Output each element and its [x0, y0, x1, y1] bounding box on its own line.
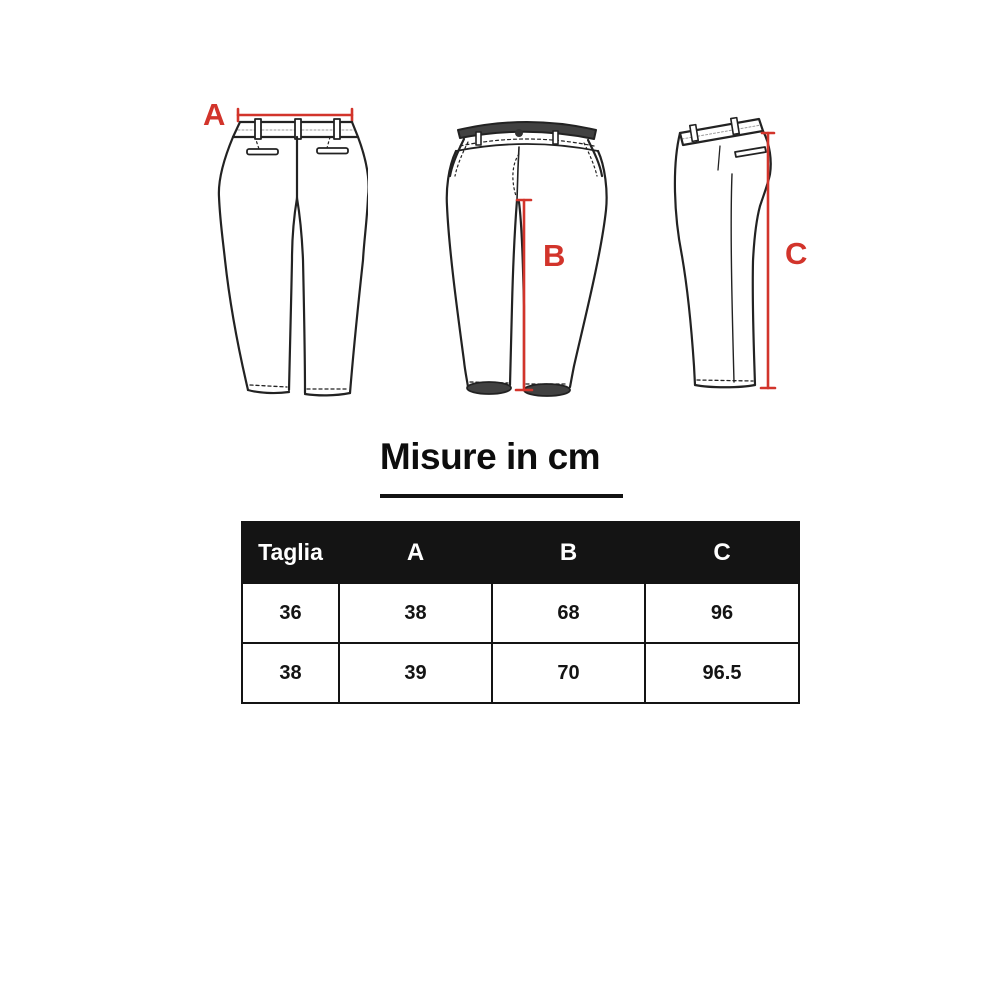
measurement-label-a: A [203, 97, 226, 132]
waistband [456, 122, 598, 151]
size-cell-a: 38 [339, 583, 492, 643]
size-cell-taglia: 38 [242, 643, 339, 703]
belt-loop [295, 119, 301, 139]
belt-loop [255, 119, 261, 139]
measurement-line-b [516, 200, 532, 390]
page-title: Misure in cm [379, 436, 601, 477]
size-cell-c: 96.5 [645, 643, 799, 703]
size-cell-a: 39 [339, 643, 492, 703]
waist-button [515, 129, 523, 137]
pants-outline [675, 131, 771, 387]
size-cell-b: 70 [492, 643, 645, 703]
belt-loop [476, 132, 481, 145]
size-table-header-a: A [339, 522, 492, 583]
waistband [233, 119, 358, 139]
measurement-label-b: B [543, 238, 566, 273]
size-table-header-b: B [492, 522, 645, 583]
pants-outline [447, 151, 607, 396]
size-table-row [242, 583, 799, 643]
leg-hem [467, 382, 511, 394]
pants-back-view-drawing [210, 106, 368, 402]
measurement-line-c [761, 133, 775, 388]
size-cell-c: 96 [645, 583, 799, 643]
belt-loop [553, 131, 558, 144]
side-pocket [718, 146, 766, 170]
fly-stitching [513, 147, 519, 200]
pants-front-view-drawing [438, 106, 618, 402]
belt-loop [334, 119, 340, 139]
measurement-label-c: C [785, 236, 808, 271]
size-table-header-taglia: Taglia [242, 522, 339, 583]
size-table-header-row [242, 522, 799, 583]
size-cell-b: 68 [492, 583, 645, 643]
size-table [241, 521, 800, 704]
waistband [680, 118, 763, 145]
size-table-header-c: C [645, 522, 799, 583]
size-cell-taglia: 36 [242, 583, 339, 643]
pants-outline [219, 137, 368, 395]
size-table-row [242, 643, 799, 703]
title-underline [380, 494, 623, 498]
